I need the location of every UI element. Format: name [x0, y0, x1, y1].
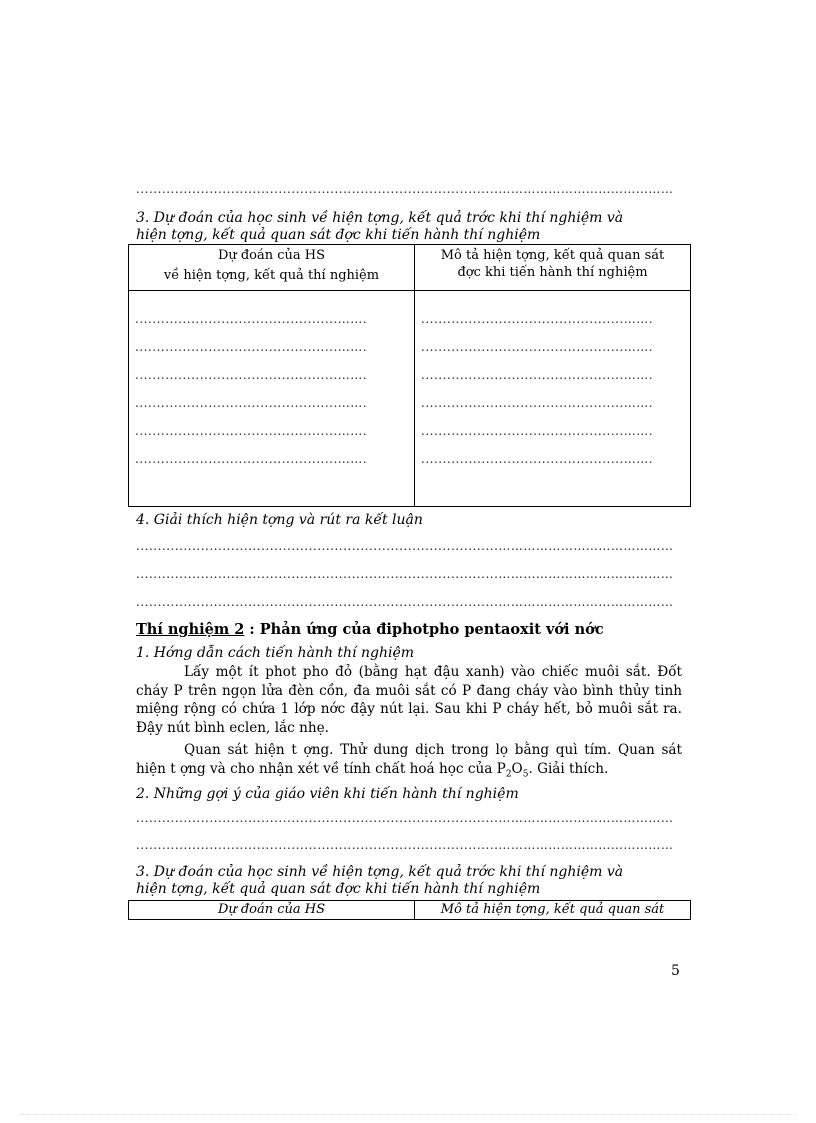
paragraph-text: Quan sát hiện t ợng. Thử dung dịch trong lọ bằng quì tím. Quan sát hiện t ợng và cho nhận xét về tính chất hoá học của P	[136, 742, 682, 777]
answer-line: ...............................................…….	[135, 368, 368, 382]
answer-line: ...............................................…….	[421, 312, 654, 326]
answer-line: ...............................................…….	[421, 368, 654, 382]
prediction-table	[128, 244, 691, 507]
answer-line: ...............................................…….	[421, 452, 654, 466]
answer-line: ...............................................…….	[421, 340, 654, 354]
answer-line: ....................................................................................……………………………………	[136, 182, 674, 196]
question-3-heading-line2: hiện tợng, kết quả quan sát đợc khi tiến hành thí nghiệm	[136, 881, 541, 897]
paragraph-text: . Giải thích.	[528, 760, 609, 777]
header-text: Dự đoán của HS	[217, 902, 326, 917]
page-edge-divider	[20, 1114, 796, 1115]
header-text: Dự đoán của HS	[217, 248, 326, 263]
observation-cell[interactable]	[415, 291, 691, 507]
instruction-heading: 1. Hớng dẫn cách tiến hành thí nghiệm	[136, 645, 415, 661]
table-header-right	[415, 901, 691, 920]
header-text: đợc khi tiến hành thí nghiệm	[457, 265, 648, 280]
observation-paragraph	[136, 741, 682, 784]
header-text: về hiện tợng, kết quả thí nghiệm	[163, 268, 380, 283]
answer-line: ...............................................…….	[135, 452, 368, 466]
answer-line: ....................................................................................……………………………………	[136, 595, 674, 609]
answer-line: ....................................................................................……………………………………	[136, 539, 674, 553]
answer-line: ...............................................…….	[135, 396, 368, 410]
procedure-paragraph: Lấy một ít phot pho đỏ (bằng hạt đậu xanh) vào chiếc muôi sắt. Đốt cháy P trên ngọn lửa đèn cồn, đa muôi sắt có P đang cháy vào bình thủy tinh miệng rộng có chứa 1 lớp nớc đậy nút lại. Sau khi P cháy hết, bỏ muôi sắt ra. Đậy nút bình eclen, lắc nhẹ.	[136, 664, 682, 736]
question-3-heading-line2: hiện tợng, kết quả quan sát đợc khi tiến hành thí nghiệm	[136, 227, 541, 243]
page-number: 5	[671, 963, 680, 979]
table-header-right	[415, 245, 691, 291]
paragraph-text: O	[511, 760, 523, 777]
experiment-2-title-text: : Phản ứng của điphotpho pentaoxit với nớc	[244, 621, 604, 638]
prediction-cell[interactable]	[129, 291, 415, 507]
experiment-2-title	[136, 621, 604, 638]
table-header-left	[129, 901, 415, 920]
header-text: Mô tả hiện tợng, kết quả quan sát	[440, 248, 665, 263]
prediction-table-2	[128, 900, 691, 920]
answer-line: ...............................................…….	[421, 424, 654, 438]
subscript: 5	[522, 769, 529, 780]
experiment-2-label: Thí nghiệm 2	[136, 621, 245, 638]
question-3-heading-line1: 3. Dự đoán của học sinh về hiện tợng, kết quả trớc khi thí nghiệm và	[136, 864, 624, 880]
subscript: 2	[505, 769, 512, 780]
answer-line: ....................................................................................……………………………………	[136, 838, 674, 852]
answer-line: ...............................................…….	[421, 396, 654, 410]
answer-line: ...............................................…….	[135, 312, 368, 326]
header-text: Mô tả hiện tợng, kết quả quan sát	[440, 902, 665, 917]
answer-line: ....................................................................................……………………………………	[136, 811, 674, 825]
question-3-heading-line1: 3. Dự đoán của học sinh về hiện tợng, kết quả trớc khi thí nghiệm và	[136, 210, 624, 226]
answer-line: ....................................................................................……………………………………	[136, 567, 674, 581]
table-header-left	[129, 245, 415, 291]
teacher-hints-heading: 2. Những gợi ý của giáo viên khi tiến hành thí nghiệm	[136, 786, 519, 802]
answer-line: ...............................................…….	[135, 340, 368, 354]
question-4-heading: 4. Giải thích hiện tợng và rút ra kết luận	[136, 512, 423, 528]
answer-line: ...............................................…….	[135, 424, 368, 438]
